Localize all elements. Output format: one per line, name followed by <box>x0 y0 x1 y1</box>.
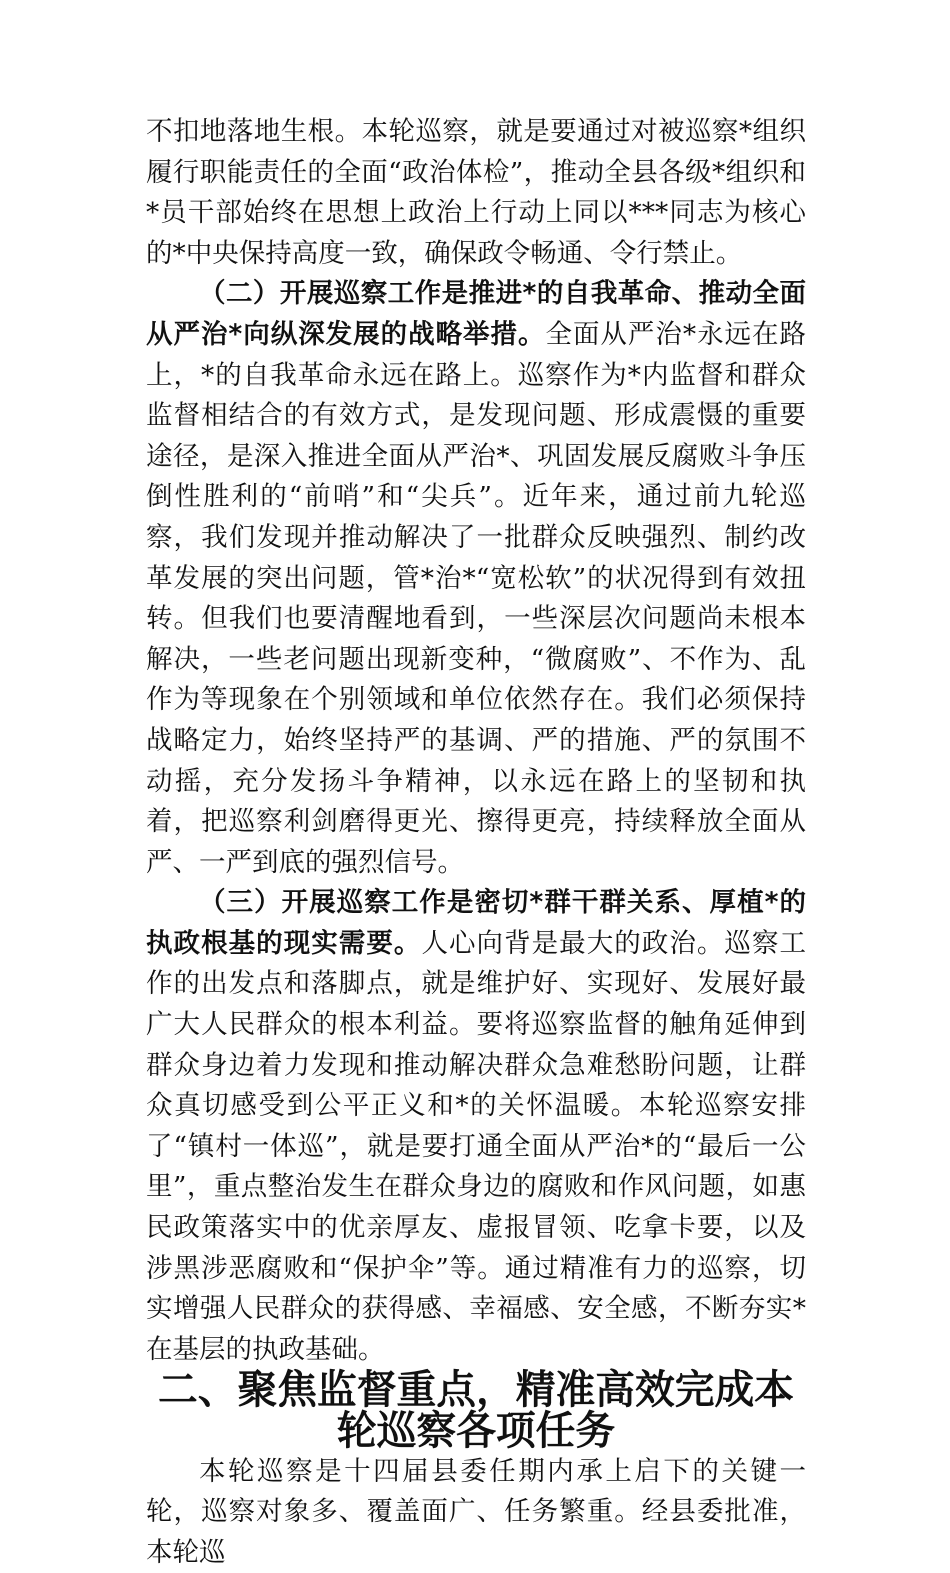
part-2-heading: 二、聚焦监督重点，精准高效完成本轮巡察各项任务 <box>157 1367 794 1454</box>
paragraph-continuation: 不扣地落地生根。本轮巡察，就是要通过对被巡察*组织履行职能责任的全面“政治体检”，推动全县各级*组织和*员干部始终在思想上政治上行动上同以***同志为核心的*中央保持高度一致，确保政令畅通、令行禁止。 <box>146 116 806 269</box>
section-2-lead-sentence: （二）开展巡察工作是推进*的自我革命、推动全面从严治*向纵深发展的战略举措。 <box>146 278 806 350</box>
document-page <box>146 112 806 1573</box>
section-3-lead-sentence: （三）开展巡察工作是密切*群干群关系、厚植*的执政根基的现实需要。 <box>146 887 806 959</box>
paragraph-section-3 <box>146 883 806 1370</box>
section-2-body: 全面从严治*永远在路上，*的自我革命永远在路上。巡察作为*内监督和群众监督相结合的有效方式，是发现问题、形成震慑的重要途径，是深入推进全面从严治*、巩固发展反腐败斗争压倒性胜利的“前哨”和“尖兵”。近年来，通过前九轮巡察，我们发现并推动解决了一批群众反映强烈、制约改革发展的突出问题，管*治*“宽松软”的状况得到有效扭转。但我们也要清醒地看到，一些深层次问题尚未根本解决，一些老问题出现新变种，“微腐败”、不作为、乱作为等现象在个别领域和单位依然存在。我们必须保持战略定力，始终坚持严的基调、严的措施、严的氛围不动摇，充分发扬斗争精神，以永远在路上的坚韧和执着，把巡察利剑磨得更光、擦得更亮，持续释放全面从严、一严到底的强烈信号。 <box>146 318 807 878</box>
paragraph-section-2 <box>146 274 806 883</box>
paragraph-part-2-intro: 本轮巡察是十四届县委任期内承上启下的关键一轮，巡察对象多、覆盖面广、任务繁重。经县委批准，本轮巡 <box>146 1455 806 1568</box>
section-3-body: 人心向背是最大的政治。巡察工作的出发点和落脚点，就是维护好、实现好、发展好最广大人民群众的根本利益。要将巡察监督的触角延伸到群众身边着力发现和推动解决群众急难愁盼问题，让群众真切感受到公平正义和*的关怀温暖。本轮巡察安排了“镇村一体巡”，就是要打通全面从严治*的“最后一公里”，重点整治发生在群众身边的腐败和作风问题，如惠民政策落实中的优亲厚友、虚报冒领、吃拿卡要，以及涉黑涉恶腐败和“保护伞”等。通过精准有力的巡察，切实增强人民群众的获得感、幸福感、安全感，不断夯实*在基层的执政基础。 <box>146 927 807 1365</box>
